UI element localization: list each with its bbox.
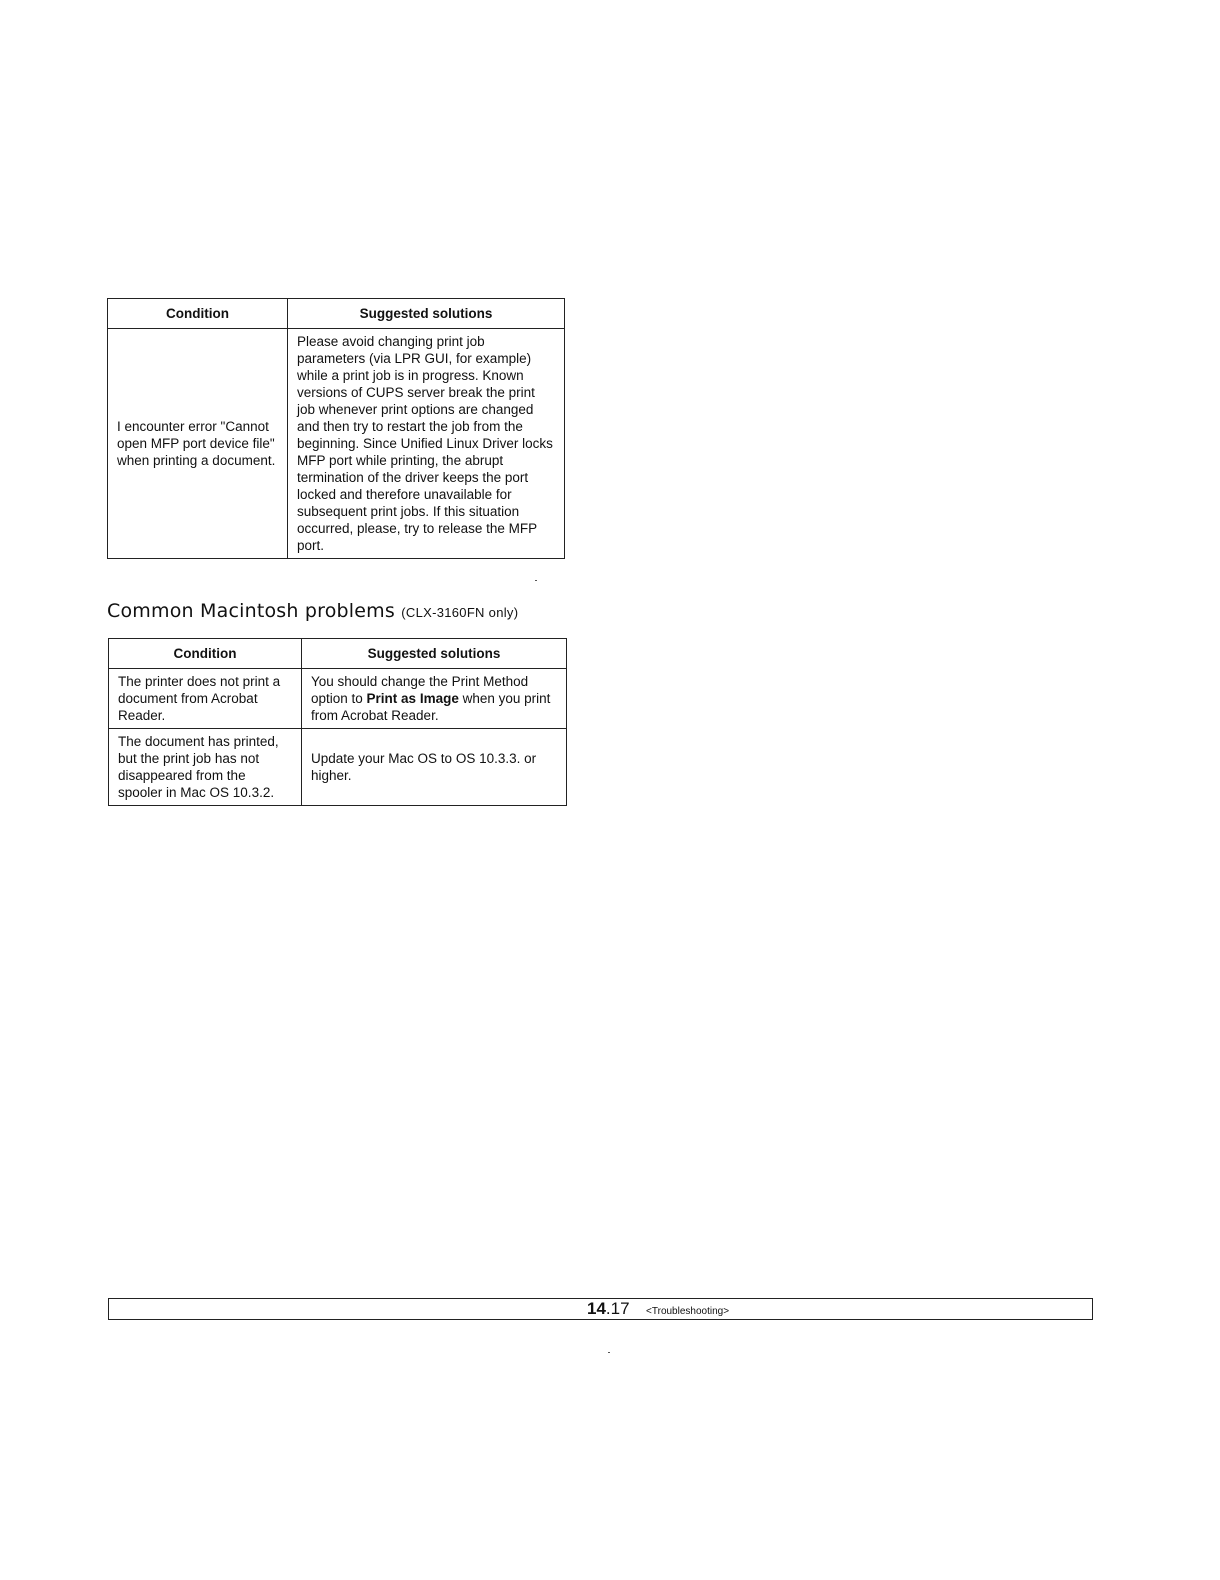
chapter-name: <Troubleshooting> — [646, 1306, 730, 1317]
solutions-column-header: Suggested solutions — [288, 299, 565, 329]
scan-speck — [535, 580, 537, 581]
solution-cell: Please avoid changing print job parameters (via LPR GUI, for example) while a print job is in progress. Known versions of CUPS server break the print job whenever print options are changed and then try to restart the job from the beginning. Since Unified Linux Driver locks MFP port while printing, the abrupt termination of the driver keeps the port locked and therefore unavailable for subsequent print jobs. If this situation occurred, please, try to release the MFP port. — [288, 329, 565, 559]
solution-cell — [302, 669, 567, 729]
section-title: Common Macintosh problems — [107, 600, 395, 622]
page-number-separator: . — [605, 1299, 611, 1318]
solution-text: You should change the Print Method option to — [311, 674, 529, 706]
table-row — [109, 729, 567, 806]
section-heading — [107, 600, 518, 622]
table-row — [109, 669, 567, 729]
macintosh-problems-table — [108, 638, 567, 806]
condition-column-header: Condition — [109, 639, 302, 669]
condition-cell: I encounter error "Cannot open MFP port device file" when printing a document. — [108, 329, 288, 559]
page-number-block — [587, 1299, 729, 1322]
print-as-image-emphasis: Print as Image — [366, 691, 459, 706]
linux-problems-table — [107, 298, 565, 559]
model-note: (CLX-3160FN only) — [401, 605, 519, 620]
condition-cell: The printer does not print a document from Acrobat Reader. — [109, 669, 302, 729]
page-footer — [108, 1298, 1093, 1320]
chapter-number: 14 — [587, 1299, 606, 1318]
solution-cell: Update your Mac OS to OS 10.3.3. or higher. — [302, 729, 567, 806]
condition-column-header: Condition — [108, 299, 288, 329]
table-header-row — [108, 299, 565, 329]
page-number: 17 — [610, 1299, 630, 1318]
condition-cell: The document has printed, but the print job has not disappeared from the spooler in Mac OS 10.3.2. — [109, 729, 302, 806]
table-row — [108, 329, 565, 559]
scan-speck — [608, 1352, 610, 1353]
table-header-row — [109, 639, 567, 669]
solutions-column-header: Suggested solutions — [302, 639, 567, 669]
solution-text: when you print from Acrobat Reader. — [311, 691, 551, 723]
